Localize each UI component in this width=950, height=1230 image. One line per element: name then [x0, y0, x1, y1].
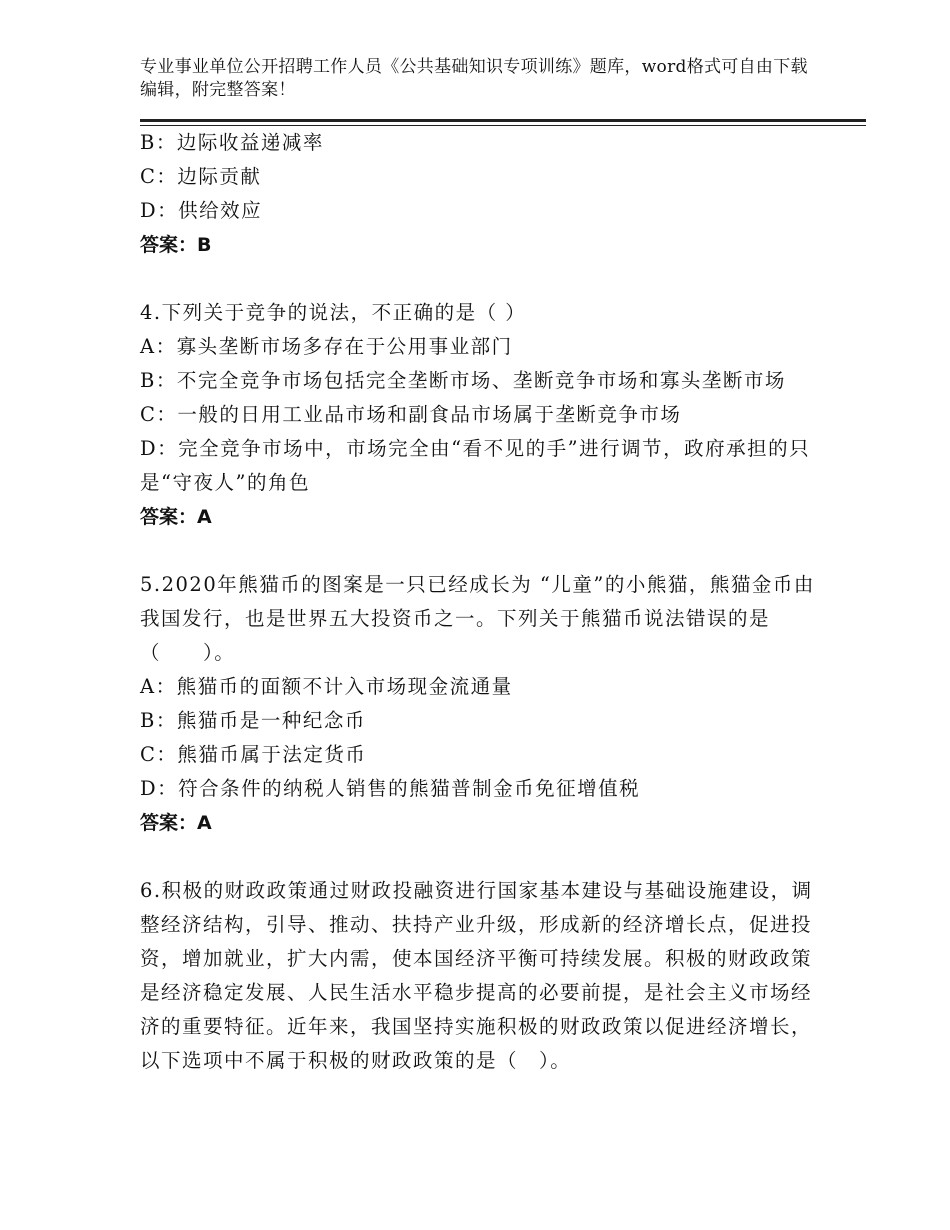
q5-option-c: C：熊猫币属于法定货币 — [140, 743, 367, 766]
q4-stem: 4.下列关于竞争的说法，不正确的是（ ） — [140, 301, 527, 324]
header-rule-thick — [140, 119, 866, 122]
q5-stem: 5.2020年熊猫币的图案是一只已经成长为 “儿童”的小熊猫，熊猫金币由我国发行，也是世界五大投资币之一。下列关于熊猫币说法错误的是（ ）。 — [140, 573, 815, 664]
q5-option-a: A：熊猫币的面额不计入市场现金流通量 — [140, 675, 513, 698]
q4-option-c: C：一般的日用工业品市场和副食品市场属于垄断竞争市场 — [140, 403, 682, 426]
q4-option-d: D：完全竞争市场中，市场完全由“看不见的手”进行调节，政府承担的只是“守夜人”的角色 — [140, 437, 811, 494]
q3-option-d: D：供给效应 — [140, 199, 263, 222]
q5-option-b: B：熊猫币是一种纪念币 — [140, 709, 366, 732]
q3-option-c: C：边际贡献 — [140, 165, 262, 188]
q4-option-b: B：不完全竞争市场包括完全垄断市场、垄断竞争市场和寡头垄断市场 — [140, 369, 786, 392]
question-content — [140, 126, 815, 1078]
q3-answer: 答案：B — [140, 234, 212, 256]
document-header: 专业事业单位公开招聘工作人员《公共基础知识专项训练》题库，word格式可自由下载编辑，附完整答案！ — [140, 57, 808, 100]
q4-answer: 答案：A — [140, 506, 212, 528]
q3-option-b: B：边际收益递减率 — [140, 131, 324, 154]
q4-option-a: A：寡头垄断市场多存在于公用事业部门 — [140, 335, 513, 358]
q5-answer: 答案：A — [140, 812, 212, 834]
q6-stem: 6.积极的财政政策通过财政投融资进行国家基本建设与基础设施建设，调整经济结构，引导、推动、扶持产业升级，形成新的经济增长点，促进投资，增加就业，扩大内需，使本国经济平衡可持续发展。积极的财政政策是经济稳定发展、人民生活水平稳步提高的必要前提，是社会主义市场经济的重要特征。近年来，我国坚持实施积极的财政政策以促进经济增长，以下选项中不属于积极的财政政策的是（ ）。 — [140, 879, 813, 1072]
q5-option-d: D：符合条件的纳税人销售的熊猫普制金币免征增值税 — [140, 777, 641, 800]
